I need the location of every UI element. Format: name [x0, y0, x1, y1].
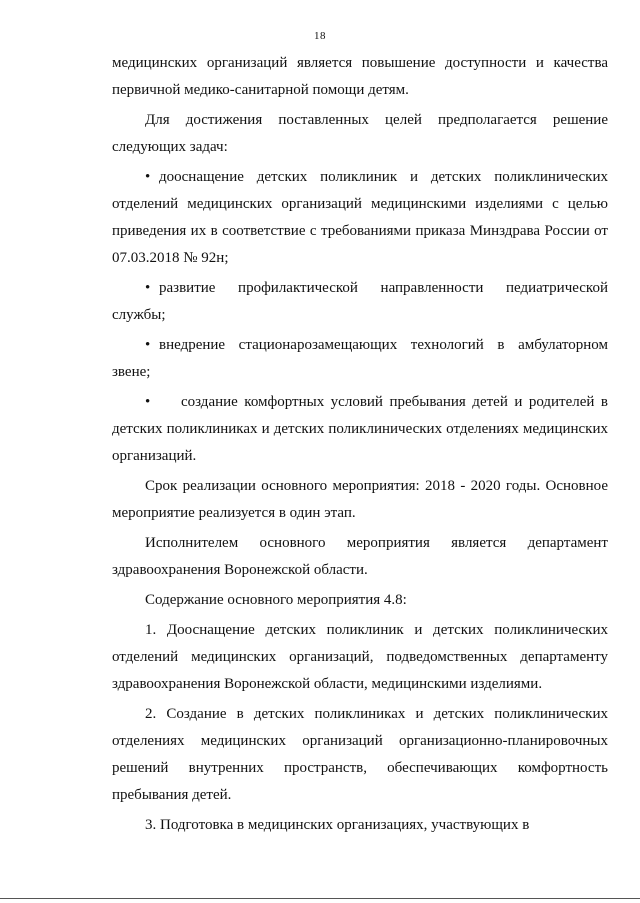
paragraph-goal-continuation: медицинских организаций является повышение доступности и качества первичной медико-санитарной помощи детям. [112, 55, 608, 98]
document-body [112, 50, 608, 842]
bullet-item-technologies: • внедрение стационарозамещающих технологий в амбулаторном звене; [112, 332, 608, 386]
bullet-item-equipment: • доoснащение детских поликлиник и детских поликлинических отделений медицинских организаций медицинскими изделиями с целью приведения их в соответствие с требованиями приказа Минздрава России от 07.03.2018 № 92н; [112, 164, 608, 272]
bullet-icon: • [145, 280, 151, 296]
numbered-item-3: 3. Подготовка в медицинских организациях, участвующих в [145, 817, 530, 833]
paragraph-executor: Исполнителем основного мероприятия является департамент здравоохранения Воронежской области. [112, 535, 608, 578]
bullet-icon: • [145, 394, 151, 410]
bullet-icon: • [145, 337, 151, 353]
scan-edge-line [0, 898, 640, 899]
paragraph-content-heading: Содержание основного мероприятия 4.8: [145, 592, 407, 608]
paragraph-tasks-intro: Для достижения поставленных целей предполагается решение следующих задач: [112, 112, 608, 155]
bullet-icon: • [145, 169, 151, 185]
paragraph-term: Срок реализации основного мероприятия: 2018 - 2020 годы. Основное мероприятие реализуется в один этап. [112, 478, 608, 521]
bullet-item-prevention: • развитие профилактической направленности педиатрической службы; [112, 275, 608, 329]
numbered-item-2: 2. Создание в детских поликлиниках и детских поликлинических отделениях медицинских организаций организационно-планировочных решений внутренних пространств, обеспечивающих комфортность пребывания детей. [112, 706, 608, 803]
bullet-item-comfort: • создание комфортных условий пребывания детей и родителей в детских поликлиниках и детских поликлинических отделениях медицинских организаций. [112, 389, 608, 470]
numbered-item-1: 1. Дооснащение детских поликлиник и детских поликлинических отделений медицинских организаций, подведомственных департаменту здравоохранения Воронежской области, медицинскими изделиями. [112, 622, 608, 692]
page-number: 18 [314, 30, 326, 42]
